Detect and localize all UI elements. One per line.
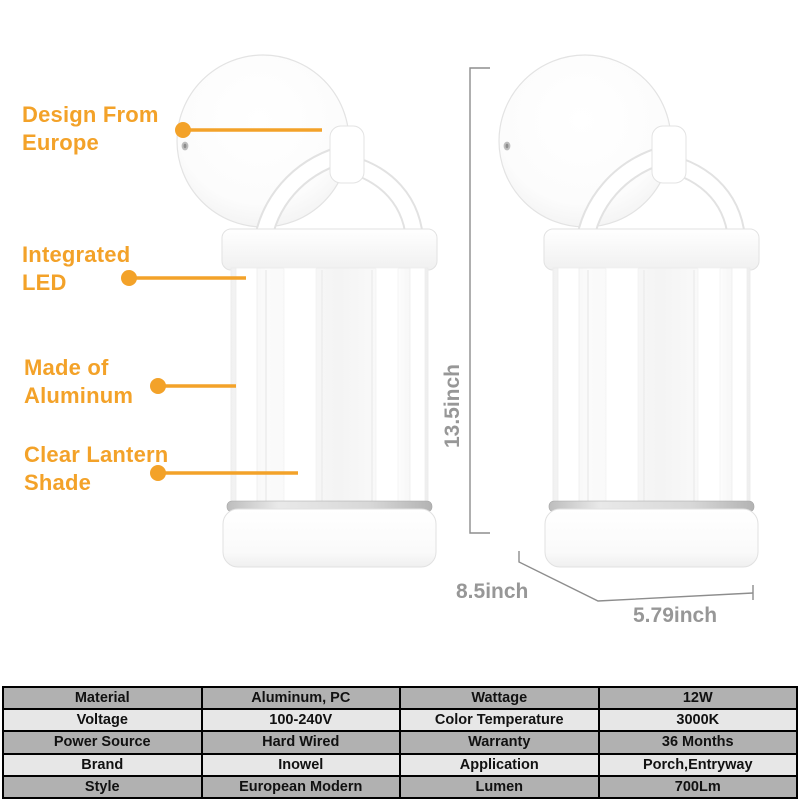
callout-made-of-aluminum xyxy=(24,354,133,410)
spec-value: 36 Months xyxy=(599,731,798,753)
table-row xyxy=(3,731,797,753)
callout-line: Integrated xyxy=(22,242,131,267)
callout-integrated-led xyxy=(22,241,130,297)
leader-dot-design xyxy=(175,122,191,138)
table-row xyxy=(3,754,797,776)
callout-line: Aluminum xyxy=(24,383,134,408)
spec-value: Porch,Entryway xyxy=(599,754,798,776)
spec-table xyxy=(2,686,798,799)
spec-value: Hard Wired xyxy=(202,731,401,753)
spec-value: 3000K xyxy=(599,709,798,731)
callout-line: Design From xyxy=(22,102,159,127)
callout-line: Shade xyxy=(24,470,92,495)
spec-label: Wattage xyxy=(400,687,599,709)
spec-label: Voltage xyxy=(3,709,202,731)
height-dimension-line xyxy=(470,68,490,533)
spec-label: Warranty xyxy=(400,731,599,753)
callout-line: Europe xyxy=(22,130,99,155)
callout-line: LED xyxy=(22,270,67,295)
spec-value: Inowel xyxy=(202,754,401,776)
spec-label: Brand xyxy=(3,754,202,776)
callout-clear-lantern-shade xyxy=(24,441,168,497)
spec-value: Aluminum, PC xyxy=(202,687,401,709)
spec-value: 12W xyxy=(599,687,798,709)
table-row xyxy=(3,687,797,709)
table-row xyxy=(3,709,797,731)
height-dimension-label: 13.5inch xyxy=(441,363,464,449)
depth-dimension-label: 8.5inch xyxy=(456,580,529,603)
spec-value: European Modern xyxy=(202,776,401,798)
spec-value: 100-240V xyxy=(202,709,401,731)
callout-line: Made of xyxy=(24,355,109,380)
leader-dot-aluminum xyxy=(150,378,166,394)
spec-label: Color Temperature xyxy=(400,709,599,731)
callout-line: Clear Lantern xyxy=(24,442,169,467)
spec-label: Application xyxy=(400,754,599,776)
table-row xyxy=(3,776,797,798)
spec-label: Style xyxy=(3,776,202,798)
lamp-right xyxy=(499,55,759,567)
spec-label: Power Source xyxy=(3,731,202,753)
spec-label: Lumen xyxy=(400,776,599,798)
spec-label: Material xyxy=(3,687,202,709)
spec-value: 700Lm xyxy=(599,776,798,798)
callout-design-from-europe xyxy=(22,101,159,157)
width-dimension-label: 5.79inch xyxy=(633,604,718,627)
